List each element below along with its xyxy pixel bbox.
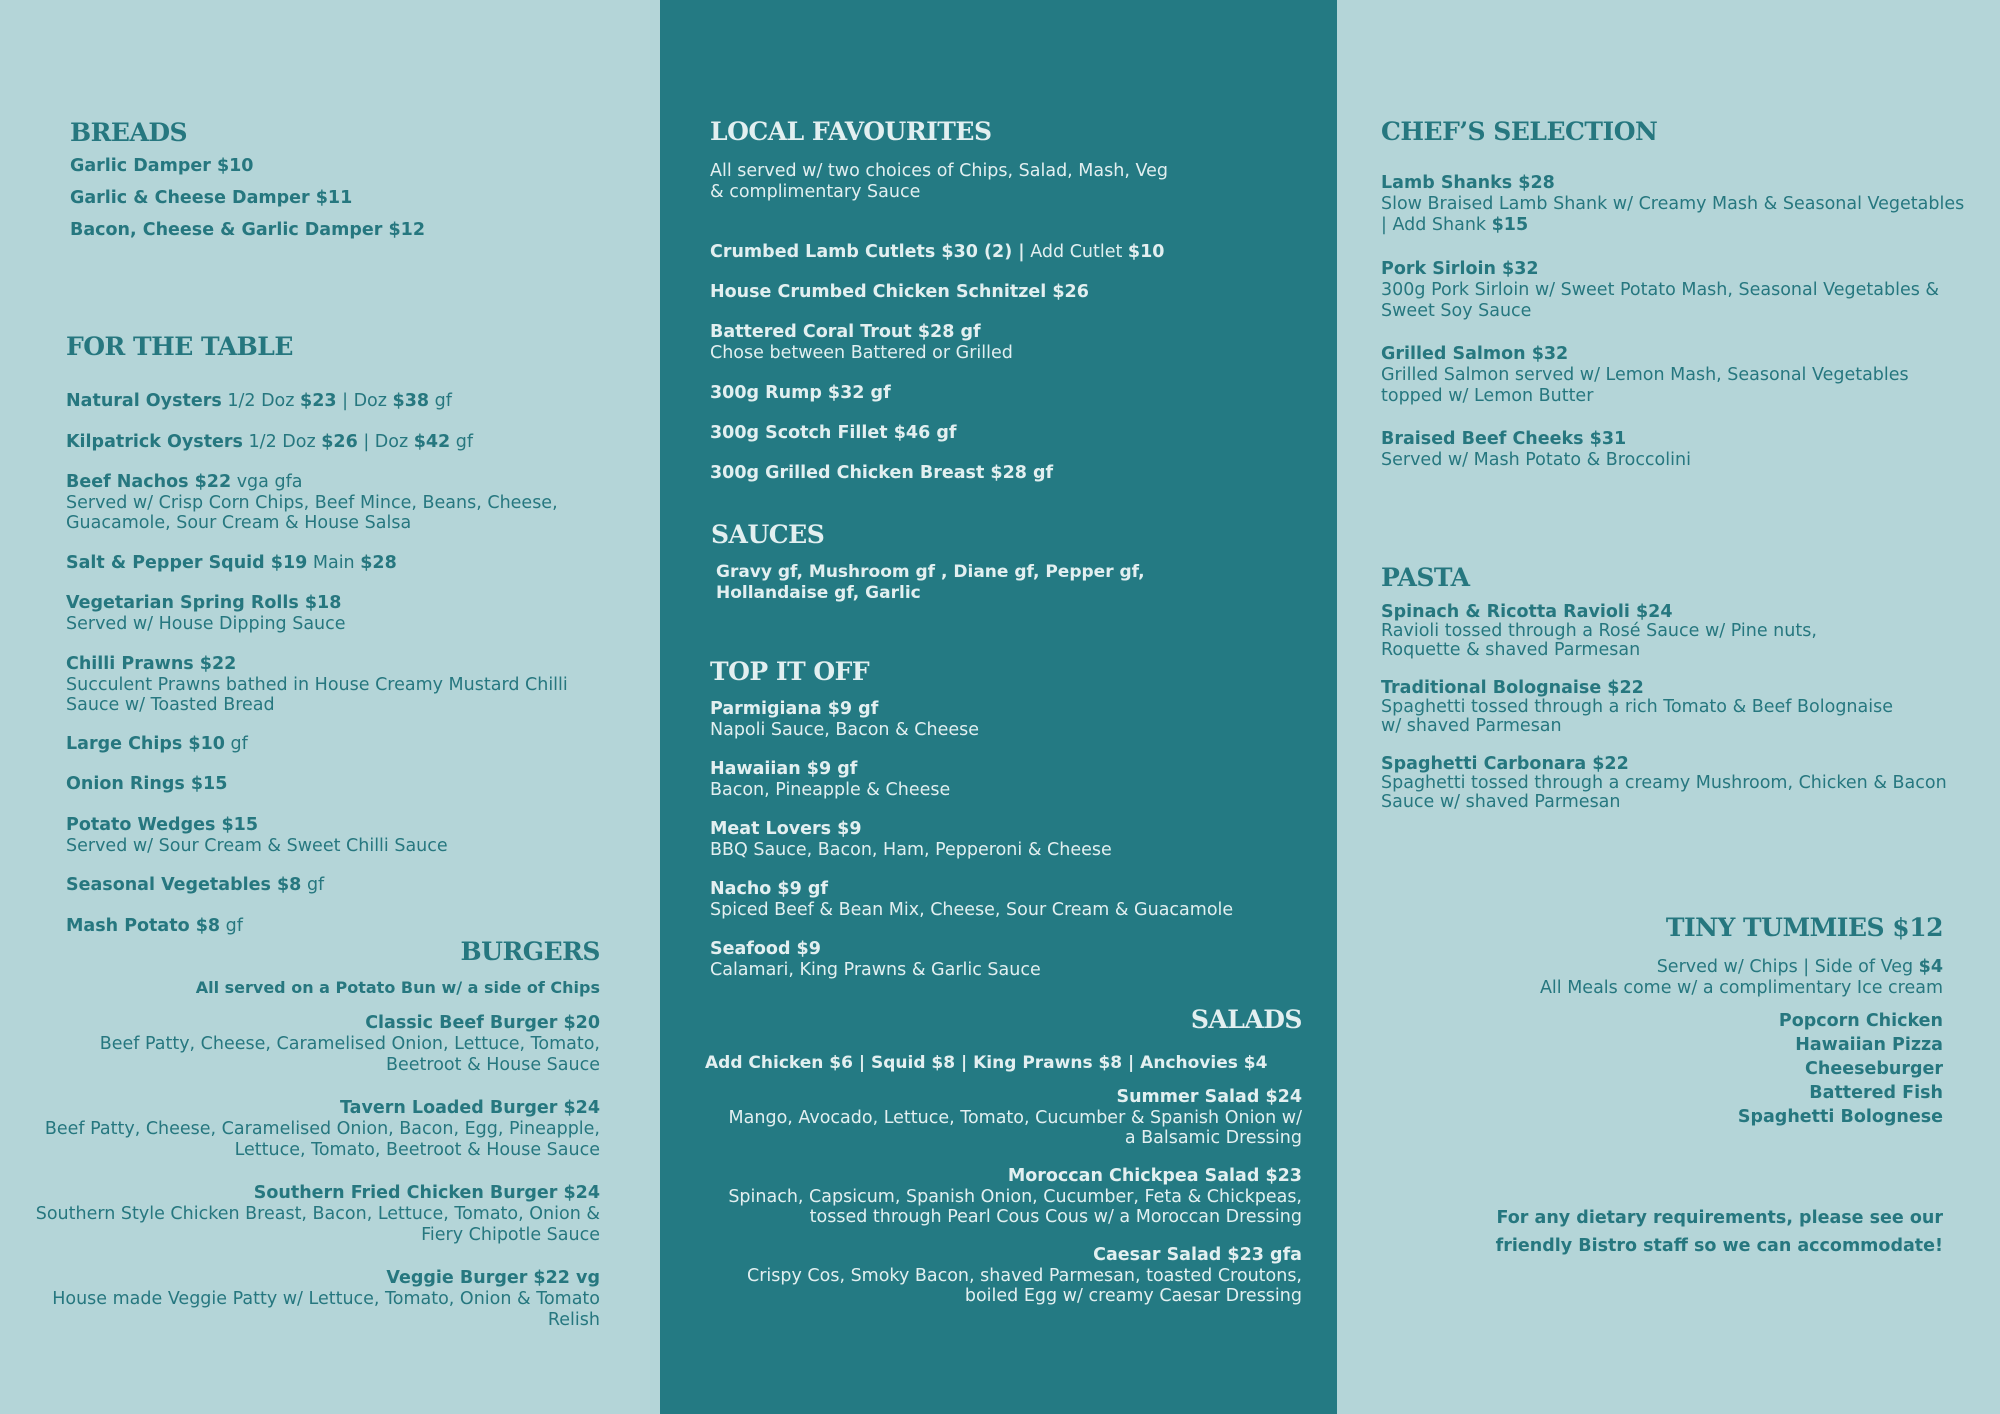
item-price: $38 <box>392 391 430 411</box>
item-name: Traditional Bolognaise $22 <box>1381 678 1644 698</box>
burgers-section <box>30 937 600 1331</box>
item-name: Potato Wedges $15 <box>66 815 259 835</box>
dietary-tag: gf <box>301 875 325 895</box>
item-name: Braised Beef Cheeks $31 <box>1381 429 1627 449</box>
pasta-section <box>1381 563 1991 812</box>
for-the-table-section <box>66 332 626 362</box>
item-name: Veggie Burger $22 vg <box>386 1268 600 1288</box>
menu-item <box>710 699 1310 741</box>
item-description: Southern Style Chicken Breast, Bacon, Lettuce, Tomato, Onion & Fiery Chipotle Sauce <box>35 1204 600 1245</box>
local-favourites-heading: LOCAL FAVOURITES <box>710 117 992 146</box>
menu-item <box>710 282 1310 303</box>
right-panel <box>1337 0 2000 1414</box>
sauces-section <box>711 520 1291 604</box>
item-price: $26 <box>321 432 358 452</box>
menu-item <box>740 1245 1302 1306</box>
menu-item <box>30 1098 600 1161</box>
item-name: Garlic Damper $10 <box>70 156 254 176</box>
menu-item <box>66 654 596 715</box>
menu-item <box>66 734 626 755</box>
item-price: $10 <box>1127 242 1165 262</box>
item-name: Southern Fried Chicken Burger $24 <box>253 1183 600 1203</box>
item-name: Garlic & Cheese Damper $11 <box>70 188 353 208</box>
menu-item <box>30 1013 600 1076</box>
sauces-heading: SAUCES <box>711 520 825 549</box>
menu-item <box>1381 429 1941 471</box>
for-the-table-heading: FOR THE TABLE <box>66 332 293 361</box>
tiny-note <box>1377 957 1943 978</box>
item-qty: 1/2 Doz <box>242 432 322 452</box>
item-description: Grilled Salmon served w/ Lemon Mash, Seasonal Vegetables topped w/ Lemon Butter <box>1381 365 1909 406</box>
chefs-selection-heading: CHEF’S SELECTION <box>1381 117 1658 146</box>
item-qty: | Doz <box>336 391 393 411</box>
item-description: Beef Patty, Cheese, Caramelised Onion, Bacon, Egg, Pineapple, Lettuce, Tomato, Beetroot & House Sauce <box>44 1119 600 1160</box>
list-item: Spaghetti Bolognese <box>1737 1107 1943 1127</box>
dietary-tag: gf <box>450 432 474 452</box>
menu-item <box>66 593 626 635</box>
item-description: 300g Pork Sirloin w/ Sweet Potato Mash, Seasonal Vegetables & Sweet Soy Sauce <box>1381 280 1940 321</box>
menu-item <box>710 939 1310 981</box>
item-name: Seasonal Vegetables $8 <box>66 875 302 895</box>
item-description-text: Slow Braised Lamb Shank w/ Creamy Mash & Seasonal Vegetables | Add Shank <box>1381 194 1965 235</box>
breads-section <box>70 118 630 241</box>
menu-item <box>710 423 1310 444</box>
item-description: BBQ Sauce, Bacon, Ham, Pepperoni & Cheese <box>710 840 1112 860</box>
item-name: Summer Salad $24 <box>1116 1087 1302 1107</box>
dietary-tag: gf <box>224 734 248 754</box>
item-name: Bacon, Cheese & Garlic Damper $12 <box>70 220 425 240</box>
item-name: Vegetarian Spring Rolls $18 <box>66 593 342 613</box>
tiny-note-icecream: All Meals come w/ a complimentary Ice cream <box>1539 978 1943 998</box>
item-name: 300g Scotch Fillet $46 gf <box>710 423 957 443</box>
menu-item <box>30 1183 600 1246</box>
item-name: Crumbed Lamb Cutlets $30 (2) | <box>710 242 1025 262</box>
item-description: Spaghetti tossed through a rich Tomato & Beef Bolognaise w/ shaved Parmesan <box>1381 697 1893 736</box>
dietary-tag: gf <box>220 916 243 936</box>
salads-addons: Add Chicken $6 | Squid $8 | King Prawns $8 | Anchovies $4 <box>705 1053 1268 1073</box>
item-name: Kilpatrick Oysters <box>66 432 243 452</box>
item-name: Moroccan Chickpea Salad $23 <box>1007 1166 1302 1186</box>
tiny-note-text: Served w/ Chips | Side of Veg <box>1656 957 1919 977</box>
item-description: House made Veggie Patty w/ Lettuce, Tomato, Onion & Tomato Relish <box>52 1289 600 1330</box>
item-description: Calamari, King Prawns & Garlic Sauce <box>710 960 1041 980</box>
item-name: House Crumbed Chicken Schnitzel $26 <box>710 282 1089 302</box>
item-name: Spinach & Ricotta Ravioli $24 <box>1381 602 1673 622</box>
item-name: Nacho $9 gf <box>710 879 828 899</box>
item-description: Beef Patty, Cheese, Caramelised Onion, Lettuce, Tomato, Beetroot & House Sauce <box>99 1034 600 1075</box>
item-description: Succulent Prawns bathed in House Creamy Mustard Chilli Sauce w/ Toasted Bread <box>66 675 568 715</box>
list-item: Hawaiian Pizza <box>1795 1035 1943 1055</box>
menu-item <box>70 188 630 209</box>
item-price: $15 <box>1491 215 1529 235</box>
item-name: Hawaiian $9 gf <box>710 759 858 779</box>
menu-item <box>1381 755 1991 812</box>
menu-item <box>1381 173 1971 236</box>
item-description: Chose between Battered or Grilled <box>710 343 1013 363</box>
item-qty: | Doz <box>357 432 414 452</box>
item-name: 300g Grilled Chicken Breast $28 gf <box>710 463 1054 483</box>
menu-item <box>710 759 1310 801</box>
item-description: Served w/ Mash Potato & Broccolini <box>1381 450 1691 470</box>
item-name: Salt & Pepper Squid $19 <box>66 553 308 573</box>
item-name: Lamb Shanks $28 <box>1381 173 1555 193</box>
item-name: Beef Nachos $22 <box>66 472 232 492</box>
item-price: $4 <box>1918 957 1943 977</box>
local-note: All served w/ two choices of Chips, Salad, Mash, Veg & complimentary Sauce <box>710 161 1168 202</box>
item-name: Parmigiana $9 gf <box>710 699 879 719</box>
item-qty: 1/2 Doz <box>221 391 301 411</box>
item-description: Spinach, Capsicum, Spanish Onion, Cucumber, Feta & Chickpeas, tossed through Pearl Cous Cous w/ a Moroccan Dressing <box>728 1187 1302 1227</box>
item-description <box>1381 194 1971 236</box>
tiny-tummies-heading: TINY TUMMIES $12 <box>1665 913 1943 942</box>
local-favourites-section <box>710 117 1290 203</box>
dietary-tag: gf <box>429 391 452 411</box>
dietary-tag: vga gfa <box>231 472 303 492</box>
item-description: Bacon, Pineapple & Cheese <box>710 780 951 800</box>
item-description: Mango, Avocado, Lettuce, Tomato, Cucumber & Spanish Onion w/ a Balsamic Dressing <box>728 1108 1302 1148</box>
item-name: Meat Lovers $9 <box>710 819 862 839</box>
list-item: Popcorn Chicken <box>1778 1011 1943 1031</box>
burgers-heading: BURGERS <box>460 937 600 966</box>
item-name: Seafood $9 <box>710 939 821 959</box>
menu-item <box>66 916 626 937</box>
item-price: $28 <box>360 553 397 573</box>
menu-item <box>700 1166 1302 1227</box>
item-price: $23 <box>300 391 337 411</box>
item-name: Caesar Salad $23 gfa <box>1093 1245 1302 1265</box>
item-description: Served w/ Sour Cream & Sweet Chilli Sauce <box>66 836 448 856</box>
tiny-tummies-section <box>1377 913 1943 1129</box>
menu-item <box>70 220 630 241</box>
menu-item <box>710 463 1310 484</box>
item-qty: Main <box>307 553 361 573</box>
menu-item <box>66 391 626 412</box>
item-name: Chilli Prawns $22 <box>66 654 237 674</box>
menu-item <box>70 156 630 177</box>
left-panel <box>0 0 660 1414</box>
top-it-off-section <box>710 657 1310 981</box>
menu-item <box>1381 603 1991 660</box>
menu-item <box>66 472 586 533</box>
item-description: Served w/ House Dipping Sauce <box>66 614 346 634</box>
item-description: Served w/ Crisp Corn Chips, Beef Mince, Beans, Cheese, Guacamole, Sour Cream & House Salsa <box>66 493 558 533</box>
pasta-heading: PASTA <box>1381 563 1470 592</box>
chefs-selection-section <box>1381 117 1981 147</box>
item-name: Battered Coral Trout $28 gf <box>710 322 981 342</box>
menu-item <box>710 383 1310 404</box>
middle-panel <box>660 0 1337 1414</box>
item-name: Natural Oysters <box>66 391 222 411</box>
menu-item <box>66 432 626 453</box>
menu-item <box>710 879 1310 921</box>
salads-section <box>700 1005 1322 1306</box>
menu-item <box>1381 679 1991 736</box>
menu-item <box>1381 344 1941 407</box>
item-description: Crispy Cos, Smoky Bacon, shaved Parmesan, toasted Croutons, boiled Egg w/ creamy Caesar Dressing <box>746 1266 1302 1306</box>
burgers-note: All served on a Potato Bun w/ a side of Chips <box>195 978 600 997</box>
menu-item <box>710 322 1310 364</box>
menu-item <box>710 819 1310 861</box>
item-name: 300g Rump $32 gf <box>710 383 891 403</box>
item-name: Classic Beef Burger $20 <box>365 1013 600 1033</box>
tiny-items-list <box>1377 1009 1943 1129</box>
menu-item <box>710 242 1310 263</box>
list-item: Battered Fish <box>1809 1083 1943 1103</box>
item-name: Spaghetti Carbonara $22 <box>1381 754 1629 774</box>
menu-item <box>66 815 626 857</box>
item-name: Tavern Loaded Burger $24 <box>339 1098 600 1118</box>
menu-item <box>66 774 626 795</box>
salads-heading: SALADS <box>1190 1005 1302 1034</box>
breads-heading: BREADS <box>70 118 188 147</box>
item-name: Large Chips $10 <box>66 734 225 754</box>
item-name: Onion Rings $15 <box>66 774 228 794</box>
menu-item <box>720 1087 1302 1148</box>
menu-item <box>66 553 626 574</box>
menu-item <box>30 1268 600 1331</box>
item-description: Spiced Beef & Bean Mix, Cheese, Sour Cream & Guacamole <box>710 900 1234 920</box>
item-name: Grilled Salmon $32 <box>1381 344 1569 364</box>
list-item: Cheeseburger <box>1805 1059 1943 1079</box>
dietary-note: For any dietary requirements, please see our friendly Bistro staff so we can accommodate! <box>1495 1208 1943 1256</box>
item-description: Napoli Sauce, Bacon & Cheese <box>710 720 980 740</box>
item-description: Ravioli tossed through a Rosé Sauce w/ Pine nuts, Roquette & shaved Parmesan <box>1381 621 1817 660</box>
top-it-off-heading: TOP IT OFF <box>710 657 870 686</box>
item-name: Mash Potato $8 <box>66 916 221 936</box>
item-addon: Add Cutlet <box>1024 242 1128 262</box>
item-name: Pork Sirloin $32 <box>1381 259 1539 279</box>
menu-item <box>1381 259 1941 322</box>
menu-item <box>66 875 626 896</box>
item-price: $42 <box>413 432 451 452</box>
item-description: Spaghetti tossed through a creamy Mushroom, Chicken & Bacon Sauce w/ shaved Parmesan <box>1381 773 1947 812</box>
sauces-list: Gravy gf, Mushroom gf , Diane gf, Pepper gf, Hollandaise gf, Garlic <box>716 562 1145 603</box>
